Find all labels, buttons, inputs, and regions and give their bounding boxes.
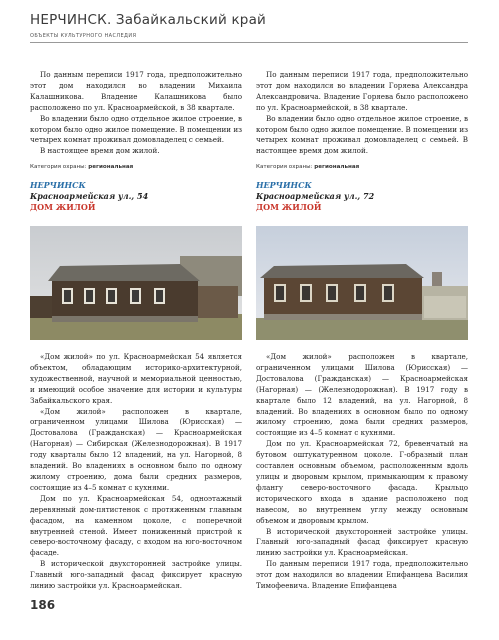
protection-category — [30, 164, 242, 170]
right-column-body — [256, 352, 468, 592]
right-column-top — [256, 70, 468, 212]
paragraph: По данным переписи 1917 года, предположительно этот дом находился во владении Горяева Александра Александровича. Владение Горяева было расположено по ул. Красноармейской, в 38 квартале. — [256, 70, 468, 112]
category-value: региональная — [88, 164, 134, 171]
left-column-body — [30, 352, 242, 592]
paragraph: «Дом жилой» по ул. Красноармейская 54 является объектом, обладающим историко-архитектурной, художественной, научной и мемориальной ценностью, и имеющий особое значение для истории и культуры Забайкальского края. — [30, 352, 242, 405]
object-address: Красноармейская ул., 54 — [30, 191, 149, 202]
category-label: Категория охраны: — [30, 164, 87, 171]
paragraph: По данным переписи 1917 года, предположительно этот дом находился во владении Михаила Калашникова. Владение Калашникова было расположено по ул. Красноармейской, в 38 квартале. — [30, 70, 242, 112]
house-photo-right — [256, 226, 468, 340]
header-subtitle: ОБЪЕКТЫ КУЛЬТУРНОГО НАСЛЕДИЯ — [30, 33, 137, 39]
object-name: ДОМ ЖИЛОЙ — [256, 202, 322, 213]
town-name: НЕРЧИНСК — [30, 180, 86, 191]
paragraph: По данным переписи 1917 года, предположительно этот дом находился во владении Епифанцева Василия Тимофеевича. Владение Епифанцева — [256, 559, 468, 591]
left-column-top — [30, 70, 242, 212]
category-label: Категория охраны: — [256, 164, 313, 171]
paragraph: В настоящее время дом жилой. — [40, 146, 160, 156]
paragraph: Дом по ул. Красноармейская 54, одноэтажный деревянный дом-пятистенок с протяженным главным фасадом, на каменном цоколе, с поперечной внутренней стеной. Имеет пониженный пристрой к северо-восточному фасаду, с входом на юго-восточном фасаде. — [30, 493, 242, 558]
header-title: НЕРЧИНСК. Забайкальский край — [30, 12, 267, 28]
category-value: региональная — [314, 164, 360, 171]
protection-category — [256, 164, 468, 170]
house-photo-left — [30, 226, 242, 340]
town-name: НЕРЧИНСК — [256, 180, 312, 191]
header-divider — [30, 42, 468, 43]
paragraph: «Дом жилой» расположен в квартале, ограниченном улицами Шилова (Юрисская) — Достовалова (Гражданская) — Красноармейская (Нагорная) — (Железнодорожная). В 1917 году в квартале было 12 владений, на ул. Нагорной, 8 владений. Во владениях в основном было по одному жилому строению, дома были средних размеров, состоящие из 4–5 комнат с кухнями. — [256, 352, 468, 438]
paragraph: Во владении было одно отдельное жилое строение, в котором было одно жилое помещение. В помещении из четырех комнат проживал домовладелец с семьей. В настоящее время дом жилой. — [256, 113, 468, 156]
paragraph: В исторической двухсторонней застройке улицы. Главный юго-западный фасад фиксирует красную линию застройки ул. Красноармейская. — [256, 526, 468, 558]
page-header — [0, 0, 499, 54]
paragraph: В исторической двухсторонней застройке улицы. Главный юго-западный фасад фиксирует красную линию застройки ул. Красноармейская. — [30, 559, 242, 591]
object-name: ДОМ ЖИЛОЙ — [30, 202, 96, 213]
object-address: Красноармейская ул., 72 — [256, 191, 375, 202]
page-number: 186 — [30, 598, 56, 612]
paragraph: «Дом жилой» расположен в квартале, ограниченном улицами Шилова (Юрисская) — Достовалова (Гражданская) — Красноармейская (Нагорная) — Сибирская (Железнодорожная). В 1917 году кварталы было 12 владений, на ул. Нагорной, 8 владений. Во владениях в основном было по одному жилому строению, дома были средних размеров, состоящие из 4–5 комнат с кухнями. — [30, 406, 242, 492]
paragraph: Во владении было одно отдельное жилое строение, в котором было одно жилое помещение. В помещении из четырех комнат проживал домовладелец с семьей. — [30, 113, 242, 145]
paragraph: Дом по ул. Красноармейская 72, бревенчатый на бутовом оштукатуренном цоколе. Г-образный план составлен основным объемом, расположенным вдоль улицы и дворовым крылом, примыкающим к правому флангу северо-восточного фасада. Крыльцо исторического входа в здание расположено под навесом, во внутреннем углу между основным объемом и дворовым крылом. — [256, 439, 468, 525]
